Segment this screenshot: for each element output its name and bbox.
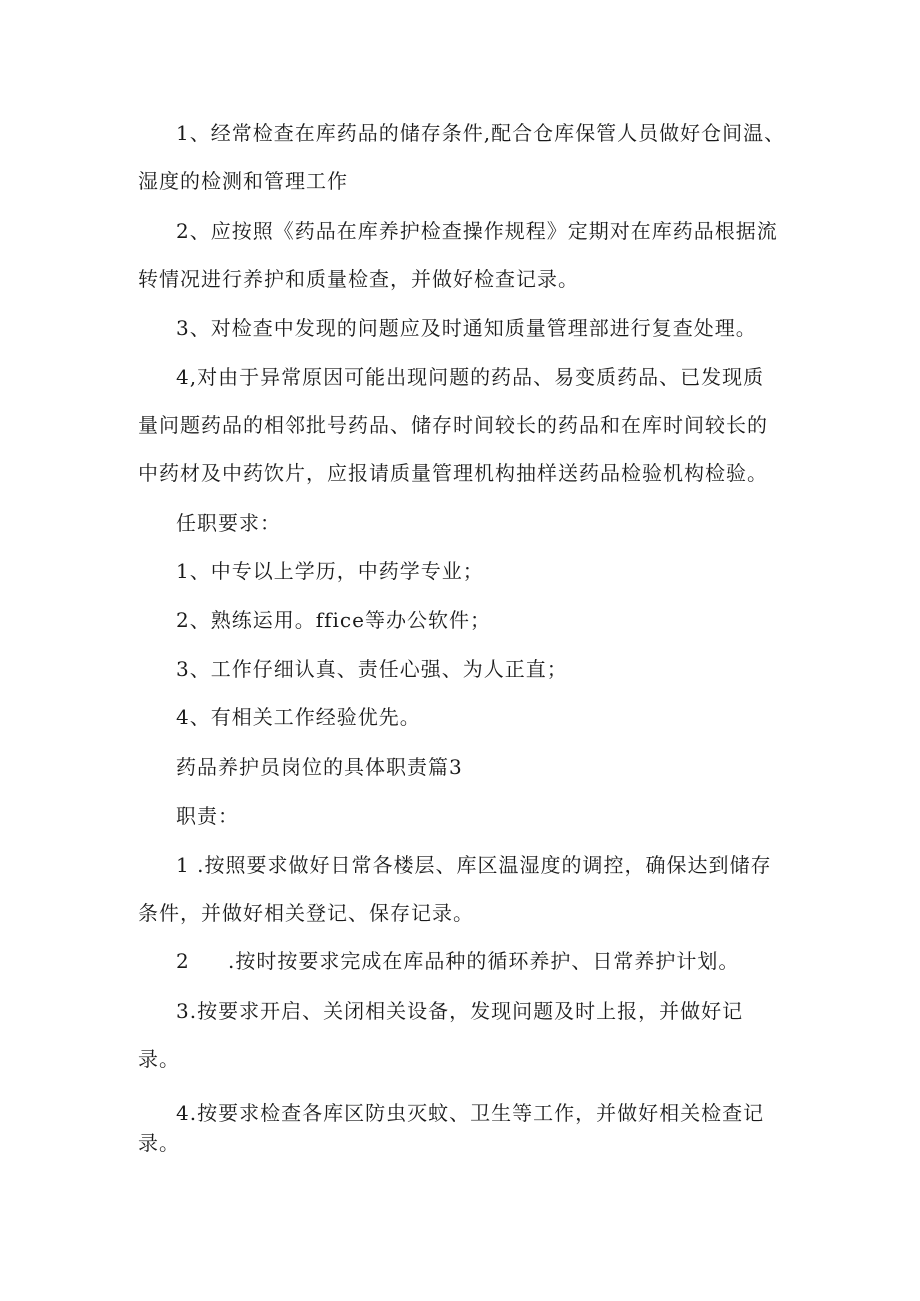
duty-4-line-1: 4,对由于异常原因可能出现问题的药品、易变质药品、已发现质 [176,365,765,389]
section3-duty-4-line-2: 录。 [138,1131,180,1155]
duty-2-line-1: 2、应按照《药品在库养护检查操作规程》定期对在库药品根据流 [176,219,778,243]
requirement-4: 4、有相关工作经验优先。 [176,705,421,729]
requirement-3: 3、工作仔细认真、责任心强、为人正直； [176,657,568,681]
duty-4-line-3: 中药材及中药饮片，应报请质量管理机构抽样送药品检验机构检验。 [138,461,768,485]
duty-1-line-2: 湿度的检测和管理工作 [138,169,348,193]
section3-duty-1-line-1: 1 .按照要求做好日常各楼层、库区温湿度的调控，确保达到储存 [176,853,772,877]
section3-duty-2 [176,948,739,974]
duty-2-line-2: 转情况进行养护和质量检查，并做好检查记录。 [138,267,579,291]
requirement-2: 2、熟练运用。ffice等办公软件； [176,608,491,632]
duties-heading: 职责： [176,804,239,828]
section-title: 药品养护员岗位的具体职责篇3 [176,755,463,779]
duty-1-line-1: 1、经常检查在库药品的储存条件,配合仓库保管人员做好仓间温、 [176,121,786,145]
section3-duty-3-line-2: 录。 [138,1047,180,1071]
section3-duty-2-number: 2 [176,949,190,973]
requirements-heading: 任职要求： [176,511,281,535]
requirement-1: 1、中专以上学历，中药学专业； [176,559,484,583]
section3-duty-4-line-1: 4.按要求检查各库区防虫灭蚊、卫生等工作，并做好相关检查记 [176,1101,765,1125]
section3-duty-2-text: .按时按要求完成在库品种的循环养护、日常养护计划。 [228,949,740,973]
section3-duty-1-line-2: 条件，并做好相关登记、保存记录。 [138,901,474,925]
duty-4-line-2: 量问题药品的相邻批号药品、储存时间较长的药品和在库时间较长的 [138,413,768,437]
duty-3-line-1: 3、对检查中发现的问题应及时通知质量管理部进行复查处理。 [176,316,757,340]
section3-duty-3-line-1: 3.按要求开启、关闭相关设备，发现问题及时上报，并做好记 [176,999,744,1023]
